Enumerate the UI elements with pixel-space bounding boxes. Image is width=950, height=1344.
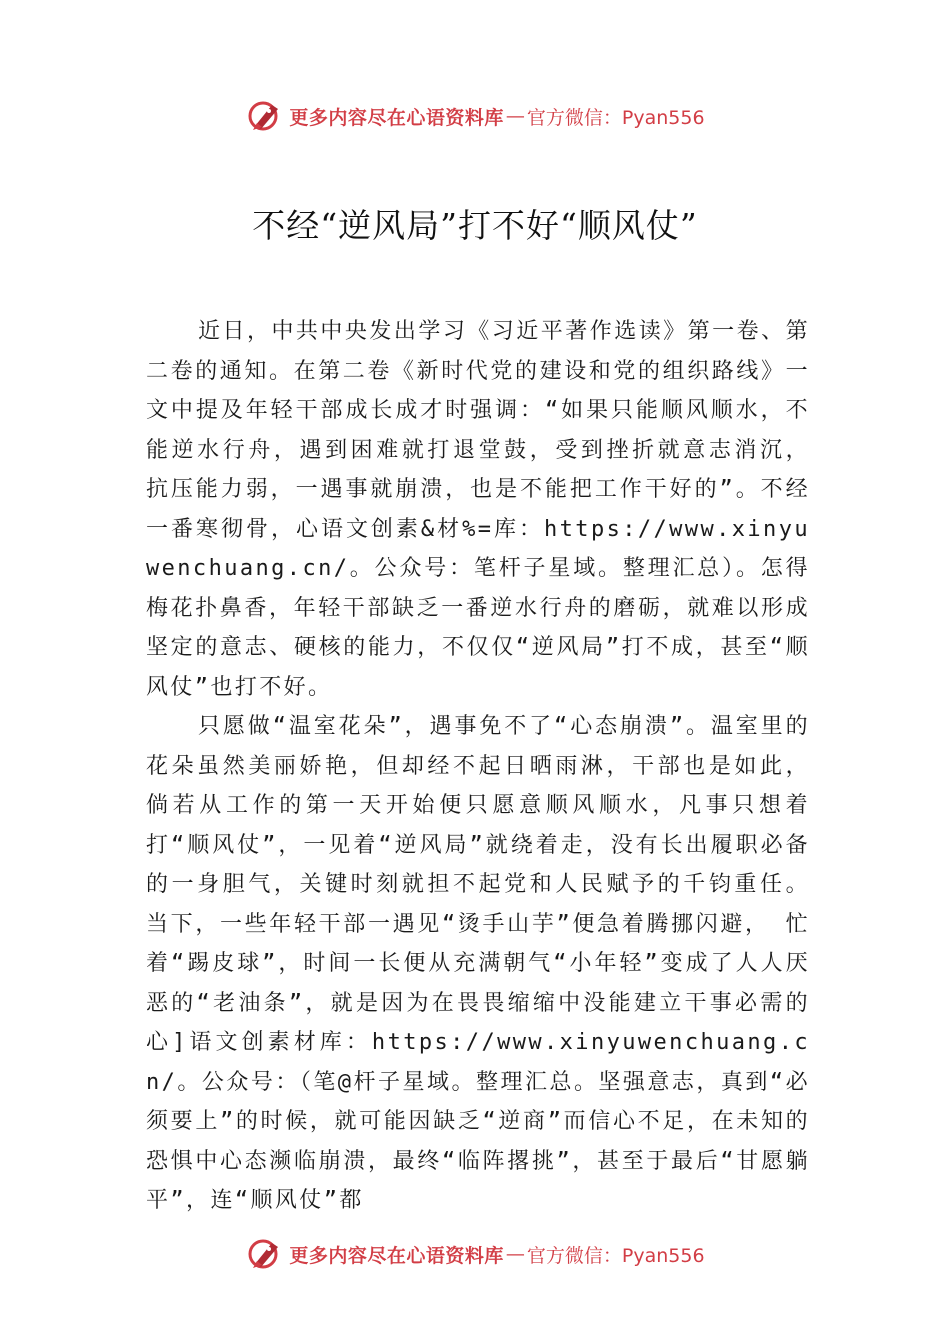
paragraph: 只愿做“温室花朵”，遇事免不了“心态崩溃”。温室里的花朵虽然美丽娇艳，但却经不起日晒雨淋，干部也是如此， 倘若从工作的第一天开始便只愿意顺风顺水，凡事只想着打“顺风仗”，一见着“逆风局”就绕着走，没有长出履职必备的一身胆气，关键时刻就担不起党和人民赋予的千钧重任。 当下，一些年轻干部一遇见“烫手山芋”便急着腾挪闪避， 忙着“踢皮球”，时间一长便从充满朝气“小年轻”变成了人人厌恶的“老油条”，就是因为在畏畏缩缩中没能建立干事必需的心]语文创素材库：https://www.xinyuwenchuang.cn/。公众号：（笔@杆子星域。整理汇总。坚强意志，真到“必须要上”的时候，就可能因缺乏“逆商”而信心不足，在未知的恐惧中心态濒临崩溃，最终“临阵撂挑”，甚至于最后“甘愿躺平”，连“顺风仗”都 xyxy=(146,714,810,1213)
banner-separator: — xyxy=(505,105,525,127)
banner-wechat-id: 官方微信：Pyan556 xyxy=(526,106,705,129)
paragraph: 近日，中共中央发出学习《习近平著作选读》第一卷、第二卷的通知。在第二卷《新时代党的建设和党的组织路线》一文中提及年轻干部成长成才时强调：“如果只能顺风顺水，不能逆水行舟，遇到困难就打退堂鼓，受到挫折就意志消沉， 抗压能力弱，一遇事就崩溃，也是不能把工作干好的”。不经一番寒彻骨，心语文创素&材%=库：https://www.xinyuwenchuang.cn/。公众号：笔杆子星域。整理汇总）。怎得梅花扑鼻香，年轻干部缺乏一番逆水行舟的磨砺，就难以形成坚定的意志、硬核的能力，不仅仅“逆风局”打不成，甚至“顺风仗”也打不好。 xyxy=(146,319,811,700)
document-body xyxy=(146,312,810,1221)
document-title: 不经“逆风局”打不好“顺风仗” xyxy=(252,206,698,245)
banner-slogan: 更多内容尽在心语资料库 xyxy=(289,1244,504,1267)
header-banner xyxy=(0,94,950,138)
banner-wechat-id: 官方微信：Pyan556 xyxy=(526,1244,705,1267)
banner-slogan: 更多内容尽在心语资料库 xyxy=(289,106,504,129)
pen-nib-logo-icon xyxy=(245,96,285,136)
pen-nib-logo-icon xyxy=(245,1234,285,1274)
banner-separator: — xyxy=(505,1243,525,1265)
footer-banner xyxy=(0,1232,950,1276)
